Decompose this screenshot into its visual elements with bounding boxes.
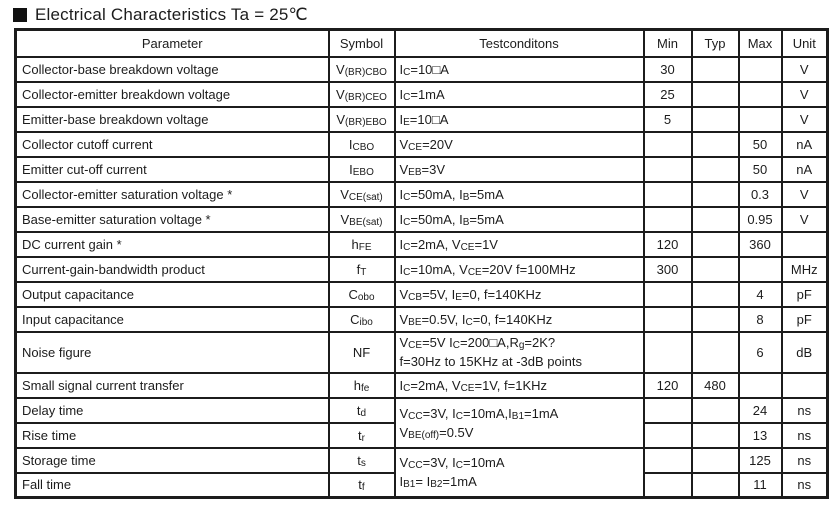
subscript-text: CE(sat) xyxy=(348,191,383,203)
condition-cell xyxy=(395,332,644,373)
subscript-text: FE xyxy=(358,241,372,253)
condition-cell xyxy=(395,132,644,157)
max-cell: 6 xyxy=(739,332,782,373)
table-row xyxy=(16,448,828,473)
condition-line: $I_C=10□A$ xyxy=(399,61,449,78)
condition-line: $I_C=10mA$, $V_{CE}=20V$ f=100MHz xyxy=(399,261,576,278)
max-cell: 50 xyxy=(739,157,782,182)
typ-cell: 480 xyxy=(692,373,739,398)
unit-cell: V xyxy=(782,207,828,232)
parameter-cell: Fall time xyxy=(16,473,329,498)
min-cell: 120 xyxy=(644,373,692,398)
subscript-text: CE xyxy=(408,141,423,153)
subscript-text: B xyxy=(462,191,470,203)
parameter-cell: Small signal current transfer xyxy=(16,373,329,398)
symbol-cell: $t_s$ xyxy=(329,448,395,473)
max-cell: 8 xyxy=(739,307,782,332)
subscript-text: (BR)CEO xyxy=(344,91,387,103)
typ-cell xyxy=(692,157,739,182)
max-cell xyxy=(739,257,782,282)
parameter-cell: Collector-emitter saturation voltage * xyxy=(16,182,329,207)
unit-cell: dB xyxy=(782,332,828,373)
unit-cell: nA xyxy=(782,157,828,182)
symbol-cell: $C_{obo}$ xyxy=(329,282,395,307)
table-row xyxy=(16,398,828,423)
parameter-cell: Rise time xyxy=(16,423,329,448)
subscript-text: BE xyxy=(408,316,422,328)
min-cell xyxy=(644,473,692,498)
typ-cell xyxy=(692,332,739,373)
symbol-cell: $C_{ibo}$ xyxy=(329,307,395,332)
typ-cell xyxy=(692,182,739,207)
subscript-text: CC xyxy=(408,460,423,472)
subscript-text: T xyxy=(360,266,367,278)
subscript-text: BE(sat) xyxy=(349,216,383,228)
subscript-text: CBO xyxy=(352,141,375,153)
unit-cell: ns xyxy=(782,398,828,423)
subscript-text: CE xyxy=(408,340,423,351)
min-cell xyxy=(644,282,692,307)
symbol-cell: $I_{CBO}$ xyxy=(329,132,395,157)
min-cell: 5 xyxy=(644,107,692,132)
subscript-text: f xyxy=(361,482,365,494)
condition-cell xyxy=(395,207,644,232)
symbol-cell: $V_{BE(sat)}$ xyxy=(329,207,395,232)
max-cell xyxy=(739,57,782,82)
max-cell: 11 xyxy=(739,473,782,498)
condition-cell xyxy=(395,307,644,332)
unit-cell: V xyxy=(782,57,828,82)
symbol-cell: $t_r$ xyxy=(329,423,395,448)
min-cell xyxy=(644,207,692,232)
unit-cell: V xyxy=(782,182,828,207)
typ-cell xyxy=(692,232,739,257)
min-cell xyxy=(644,307,692,332)
electrical-characteristics-table xyxy=(14,28,829,499)
symbol-cell: $h_{FE}$ xyxy=(329,232,395,257)
unit-cell: pF xyxy=(782,307,828,332)
subscript-text: C xyxy=(455,460,463,472)
parameter-cell: Noise figure xyxy=(16,332,329,373)
typ-cell xyxy=(692,82,739,107)
min-cell xyxy=(644,332,692,373)
min-cell: 300 xyxy=(644,257,692,282)
table-row xyxy=(16,107,828,132)
condition-line: $I_C=2mA$, $V_{CE}=1V$ xyxy=(399,236,498,253)
unit-cell: ns xyxy=(782,448,828,473)
subscript-text: C xyxy=(403,191,411,203)
typ-cell xyxy=(692,257,739,282)
parameter-cell: Collector cutoff current xyxy=(16,132,329,157)
subscript-text: d xyxy=(360,407,367,419)
subscript-text: (BR)CBO xyxy=(344,66,387,78)
condition-cell xyxy=(395,82,644,107)
table-row xyxy=(16,132,828,157)
subscript-text: r xyxy=(361,432,365,444)
parameter-cell: Current-gain-bandwidth product xyxy=(16,257,329,282)
table-row xyxy=(16,232,828,257)
unit-cell: MHz xyxy=(782,257,828,282)
subscript-text: C xyxy=(455,410,463,422)
condition-cell xyxy=(395,448,644,498)
typ-cell xyxy=(692,473,739,498)
symbol-cell: NF xyxy=(329,332,395,373)
unit-cell: pF xyxy=(782,282,828,307)
max-cell: 0.3 xyxy=(739,182,782,207)
section-marker-icon xyxy=(13,8,27,22)
table-row xyxy=(16,282,828,307)
symbol-cell: $V_{(BR)EBO}$ xyxy=(329,107,395,132)
parameter-cell: DC current gain * xyxy=(16,232,329,257)
subscript-text: C xyxy=(403,241,411,253)
condition-cell xyxy=(395,257,644,282)
condition-line: f=30Hz to 15KHz at -3dB points xyxy=(399,354,582,369)
condition-line: $I_E=10□A$ xyxy=(399,111,449,128)
typ-cell xyxy=(692,448,739,473)
table-row xyxy=(16,332,828,373)
subscript-text: C xyxy=(403,216,411,228)
parameter-cell: Delay time xyxy=(16,398,329,423)
parameter-cell: Storage time xyxy=(16,448,329,473)
symbol-cell: $t_d$ xyxy=(329,398,395,423)
condition-cell xyxy=(395,157,644,182)
min-cell xyxy=(644,448,692,473)
condition-cell xyxy=(395,232,644,257)
max-cell: 24 xyxy=(739,398,782,423)
subscript-text: EB xyxy=(408,166,422,178)
typ-cell xyxy=(692,282,739,307)
subscript-text: s xyxy=(360,457,366,469)
symbol-cell: $f_T$ xyxy=(329,257,395,282)
header-typ: Typ xyxy=(692,30,739,57)
typ-cell xyxy=(692,207,739,232)
condition-line: $I_C=2mA$, $V_{CE}=1V$, f=1KHz xyxy=(399,377,547,394)
table-row xyxy=(16,157,828,182)
table-row xyxy=(16,257,828,282)
condition-cell xyxy=(395,398,644,448)
max-cell: 50 xyxy=(739,132,782,157)
symbol-cell: $I_{EBO}$ xyxy=(329,157,395,182)
unit-cell: V xyxy=(782,107,828,132)
condition-cell xyxy=(395,57,644,82)
condition-line: $V_{CC}=3V$, $I_C=10mA$ xyxy=(399,455,505,472)
subscript-text: EBO xyxy=(352,166,374,178)
typ-cell xyxy=(692,307,739,332)
max-cell: 360 xyxy=(739,232,782,257)
min-cell xyxy=(644,398,692,423)
condition-cell xyxy=(395,373,644,398)
unit-cell: V xyxy=(782,82,828,107)
typ-cell xyxy=(692,107,739,132)
condition-line: $I_{B1}= I_{B2}=1mA$ xyxy=(399,474,477,491)
max-cell: 0.95 xyxy=(739,207,782,232)
condition-line: $V_{BE(off)}=0.5V$ xyxy=(399,424,474,441)
table-row xyxy=(16,57,828,82)
subscript-text: E xyxy=(403,116,410,128)
condition-line: $V_{CC}=3V$, $I_C=10mA,I_{B1}=1mA$ xyxy=(399,405,559,422)
typ-cell xyxy=(692,398,739,423)
condition-line: $V_{CB}=5V$, $I_E=0$, f=140KHz xyxy=(399,286,542,303)
subscript-text: C xyxy=(403,91,411,103)
subscript-text: C xyxy=(403,382,411,394)
subscript-text: C xyxy=(403,266,411,278)
unit-cell: ns xyxy=(782,423,828,448)
table-row xyxy=(16,373,828,398)
typ-cell xyxy=(692,57,739,82)
typ-cell xyxy=(692,132,739,157)
min-cell xyxy=(644,157,692,182)
subscript-text: B xyxy=(462,216,470,228)
typ-cell xyxy=(692,423,739,448)
unit-cell xyxy=(782,232,828,257)
subscript-text: C xyxy=(452,340,461,351)
subscript-text: B1 xyxy=(511,410,525,422)
max-cell: 4 xyxy=(739,282,782,307)
subscript-text: CC xyxy=(408,410,423,422)
min-cell xyxy=(644,132,692,157)
parameter-cell: Emitter cut-off current xyxy=(16,157,329,182)
subscript-text: fe xyxy=(360,382,370,394)
subscript-text: CB xyxy=(408,291,423,303)
subscript-text: CE xyxy=(460,382,475,394)
header-min: Min xyxy=(644,30,692,57)
condition-cell xyxy=(395,107,644,132)
condition-line: $V_{BE}=0.5V$, $I_C=0$, f=140KHz xyxy=(399,311,553,328)
table-row xyxy=(16,82,828,107)
min-cell: 25 xyxy=(644,82,692,107)
parameter-cell: Emitter-base breakdown voltage xyxy=(16,107,329,132)
header-max: Max xyxy=(739,30,782,57)
subscript-text: CE xyxy=(467,266,482,278)
symbol-cell: $V_{(BR)CEO}$ xyxy=(329,82,395,107)
condition-line: $I_C=1mA$ xyxy=(399,86,445,103)
parameter-cell: Collector-emitter breakdown voltage xyxy=(16,82,329,107)
min-cell xyxy=(644,182,692,207)
condition-line: $V_{CE}=20V$ xyxy=(399,136,453,153)
symbol-cell: $t_f$ xyxy=(329,473,395,498)
subscript-text: C xyxy=(465,316,473,328)
subscript-text: g xyxy=(518,340,525,351)
symbol-cell: $V_{(BR)CBO}$ xyxy=(329,57,395,82)
min-cell xyxy=(644,423,692,448)
header-testconditions: Testconditons xyxy=(395,30,644,57)
header-unit: Unit xyxy=(782,30,828,57)
min-cell: 30 xyxy=(644,57,692,82)
subscript-text: (BR)EBO xyxy=(345,116,387,128)
condition-cell xyxy=(395,282,644,307)
symbol-cell: $V_{CE(sat)}$ xyxy=(329,182,395,207)
table-row xyxy=(16,307,828,332)
min-cell: 120 xyxy=(644,232,692,257)
max-cell: 13 xyxy=(739,423,782,448)
condition-line: $I_C=50mA$, $I_B=5mA$ xyxy=(399,186,504,203)
table-row xyxy=(16,182,828,207)
max-cell: 125 xyxy=(739,448,782,473)
subscript-text: B2 xyxy=(430,479,443,491)
condition-line: $V_{CE}=5V$ $I_C=200□A,R_g=2K$? xyxy=(399,335,556,351)
subscript-text: ibo xyxy=(359,316,373,328)
unit-cell xyxy=(782,373,828,398)
subscript-text: obo xyxy=(357,291,375,303)
subscript-text: B1 xyxy=(403,479,416,491)
subscript-text: E xyxy=(455,291,462,303)
section-title-text: Electrical Characteristics Ta = 25℃ xyxy=(35,5,308,24)
header-row xyxy=(16,30,828,57)
max-cell xyxy=(739,107,782,132)
table-row xyxy=(16,207,828,232)
parameter-cell: Output capacitance xyxy=(16,282,329,307)
parameter-cell: Input capacitance xyxy=(16,307,329,332)
unit-cell: nA xyxy=(782,132,828,157)
max-cell xyxy=(739,373,782,398)
section-title xyxy=(13,5,308,25)
condition-line: $V_{EB}=3V$ xyxy=(399,161,446,178)
subscript-text: BE(off) xyxy=(408,429,440,441)
symbol-cell: $h_{fe}$ xyxy=(329,373,395,398)
header-parameter: Parameter xyxy=(16,30,329,57)
unit-cell: ns xyxy=(782,473,828,498)
subscript-text: CE xyxy=(460,241,475,253)
header-symbol: Symbol xyxy=(329,30,395,57)
parameter-cell: Base-emitter saturation voltage * xyxy=(16,207,329,232)
condition-cell xyxy=(395,182,644,207)
parameter-cell: Collector-base breakdown voltage xyxy=(16,57,329,82)
max-cell xyxy=(739,82,782,107)
condition-line: $I_C=50mA$, $I_B=5mA$ xyxy=(399,211,504,228)
subscript-text: C xyxy=(403,66,411,78)
